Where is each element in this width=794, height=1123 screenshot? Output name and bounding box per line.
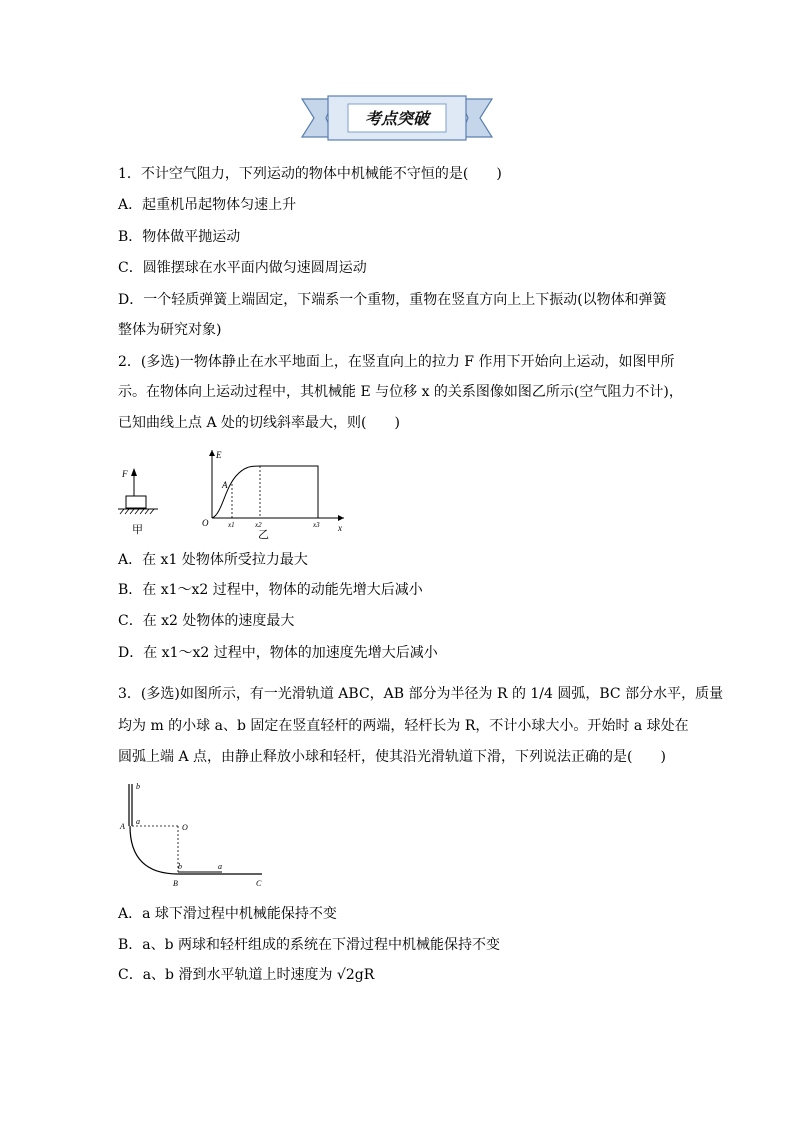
question-3-option-a: A．a 球下滑过程中机械能保持不变	[118, 906, 337, 922]
question-3-stem-line-1: 3．(多选)如图所示，有一光滑轨道 ABC，AB 部分为半径为 R 的 1/4 圆弧，BC 部分水平，质量	[118, 686, 724, 702]
figure-track-label-c: C	[256, 879, 262, 888]
figure-track-a-bottom: a	[218, 862, 222, 871]
question-3-stem-line-2: 均为 m 的小球 a、b 固定在竖直轻杆的两端，轻杆长为 R，不计小球大小。开始时 a 球处在	[118, 718, 689, 734]
question-3-option-c: C．a、b 滑到水平轨道上时速度为 √2gR	[118, 967, 375, 983]
figure-yi-origin: O	[202, 518, 209, 528]
figure-jia	[118, 462, 182, 540]
figure-yi-y-label: E	[216, 450, 222, 460]
figure-track-b-top: b	[136, 782, 140, 791]
figure-yi-x1: x1	[228, 521, 235, 529]
figure-yi-x-label: x	[338, 523, 342, 533]
figure-track-a-top: a	[136, 817, 140, 826]
figure-track-b-bottom: b	[178, 862, 182, 871]
question-1-option-b: B．物体做平抛运动	[118, 229, 241, 245]
question-2-stem-line-3: 已知曲线上点 A 处的切线斜率最大，则( )	[118, 415, 400, 431]
question-1-option-a: A．起重机吊起物体匀速上升	[118, 197, 297, 213]
question-2-option-c: C．在 x2 处物体的速度最大	[118, 613, 295, 629]
question-2-stem-line-2: 示。在物体向上运动过程中，其机械能 E 与位移 x 的关系图像如图乙所示(空气阻力不计)，	[118, 384, 683, 400]
figure-jia-force-label: F	[122, 469, 128, 479]
question-1-option-c: C．圆锥摆球在水平面内做匀速圆周运动	[118, 260, 367, 276]
question-3-option-b: B．a、b 两球和轻杆组成的系统在下滑过程中机械能保持不变	[118, 937, 501, 953]
figure-yi-caption: 乙	[258, 528, 269, 540]
question-2-option-a: A．在 x1 处物体所受拉力最大	[118, 552, 308, 568]
question-2-option-b: B．在 x1～x2 过程中，物体的动能先增大后减小	[118, 582, 423, 598]
figure-yi-point-a: A	[222, 480, 228, 490]
question-3-stem-line-3: 圆弧上端 A 点，由静止释放小球和轻杆，使其沿光滑轨道下滑，下列说法正确的是( )	[118, 749, 666, 765]
question-2-option-d: D．在 x1～x2 过程中，物体的加速度先增大后减小	[118, 645, 438, 661]
section-banner	[300, 95, 494, 141]
question-1-option-d-cont: 整体为研究对象)	[118, 322, 222, 338]
figure-track-label-o: O	[182, 823, 188, 832]
figure-track-label-a: A	[120, 822, 125, 831]
question-1-stem: 1．不计空气阻力，下列运动的物体中机械能不守恒的是( )	[118, 166, 502, 182]
question-1-option-d: D．一个轻质弹簧上端固定，下端系一个重物，重物在竖直方向上上下振动(以物体和弹簧	[118, 292, 667, 308]
banner-title: 考点突破	[364, 109, 430, 128]
figure-track-label-b: B	[173, 879, 178, 888]
figure-yi-x2: x2	[255, 521, 262, 529]
figure-yi	[198, 448, 348, 540]
figure-track	[116, 780, 268, 890]
question-2-stem-line-1: 2．(多选)一物体静止在水平地面上，在竖直向上的拉力 F 作用下开始向上运动，如图甲所	[118, 354, 675, 370]
figure-yi-x3: x3	[313, 521, 320, 529]
figure-jia-caption: 甲	[132, 523, 143, 536]
